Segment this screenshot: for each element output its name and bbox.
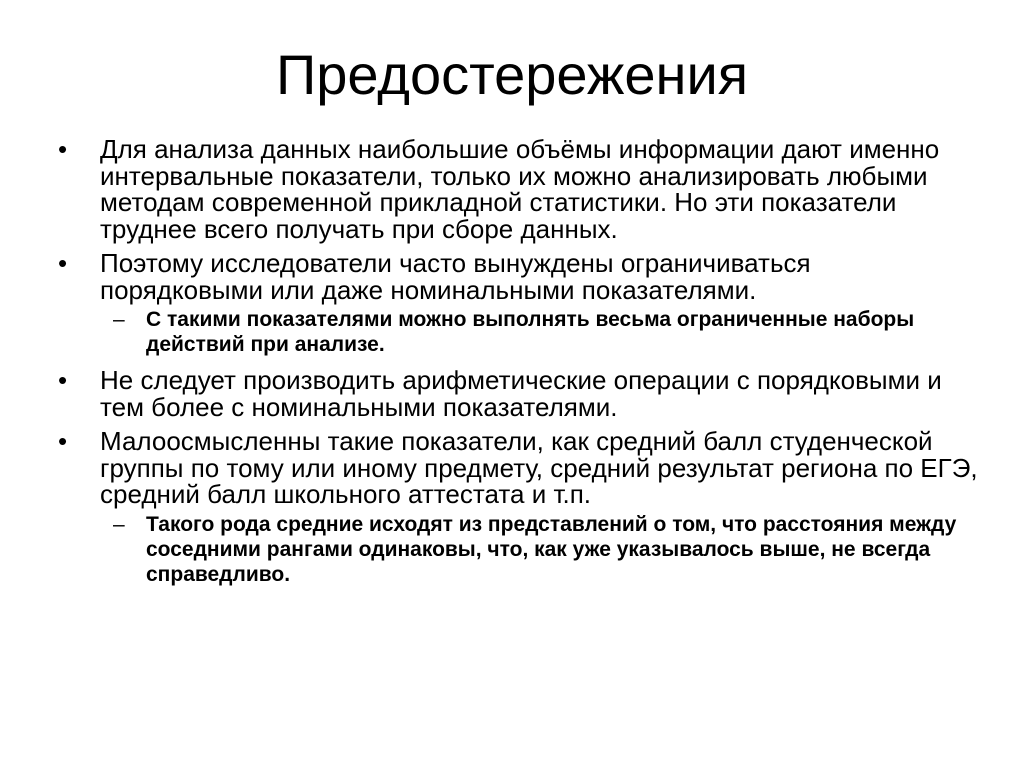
bullet-item (58, 136, 978, 242)
sub-bullet-text: С такими показателями можно выполнять весьма ограниченные наборы действий при анализе. (146, 308, 915, 356)
sub-bullet-item (113, 512, 978, 587)
bullet-text: Поэтому исследователи часто вынуждены ограничиваться порядковыми или даже номинальными показателями. (100, 248, 811, 305)
bullet-text: Не следует производить арифметические операции с порядковыми и тем более с номинальными показателями. (100, 365, 942, 422)
slide-title: Предостережения (275, 43, 749, 106)
bullet-marker: • (58, 365, 68, 395)
bullet-marker: • (58, 248, 68, 278)
bullet-item (58, 367, 978, 420)
sub-bullet-text: Такого рода средние исходят из представлений о том, что расстояния между соседними рангами одинаковы, что, как уже указывалось выше, не всегда справедливо. (146, 512, 957, 586)
bullet-marker: • (58, 134, 68, 164)
bullet-text: Для анализа данных наибольшие объёмы информации дают именно интервальные показатели, только их можно анализировать любыми методам современной прикладной статистики. Но эти показатели труднее всего получать при сборе данных. (100, 134, 940, 244)
bullet-text: Малоосмысленны такие показатели, как средний балл студенческой группы по тому или иному предмету, средний результат региона по ЕГЭ, средний балл школьного аттестата и т.п. (100, 426, 978, 509)
bullet-item (58, 250, 978, 303)
bullet-item (58, 428, 978, 508)
bullet-list (58, 136, 978, 597)
sub-bullet-marker: – (113, 512, 125, 536)
sub-bullet-item (113, 307, 978, 357)
bullet-marker: • (58, 426, 68, 456)
sub-bullet-marker: – (113, 308, 125, 331)
